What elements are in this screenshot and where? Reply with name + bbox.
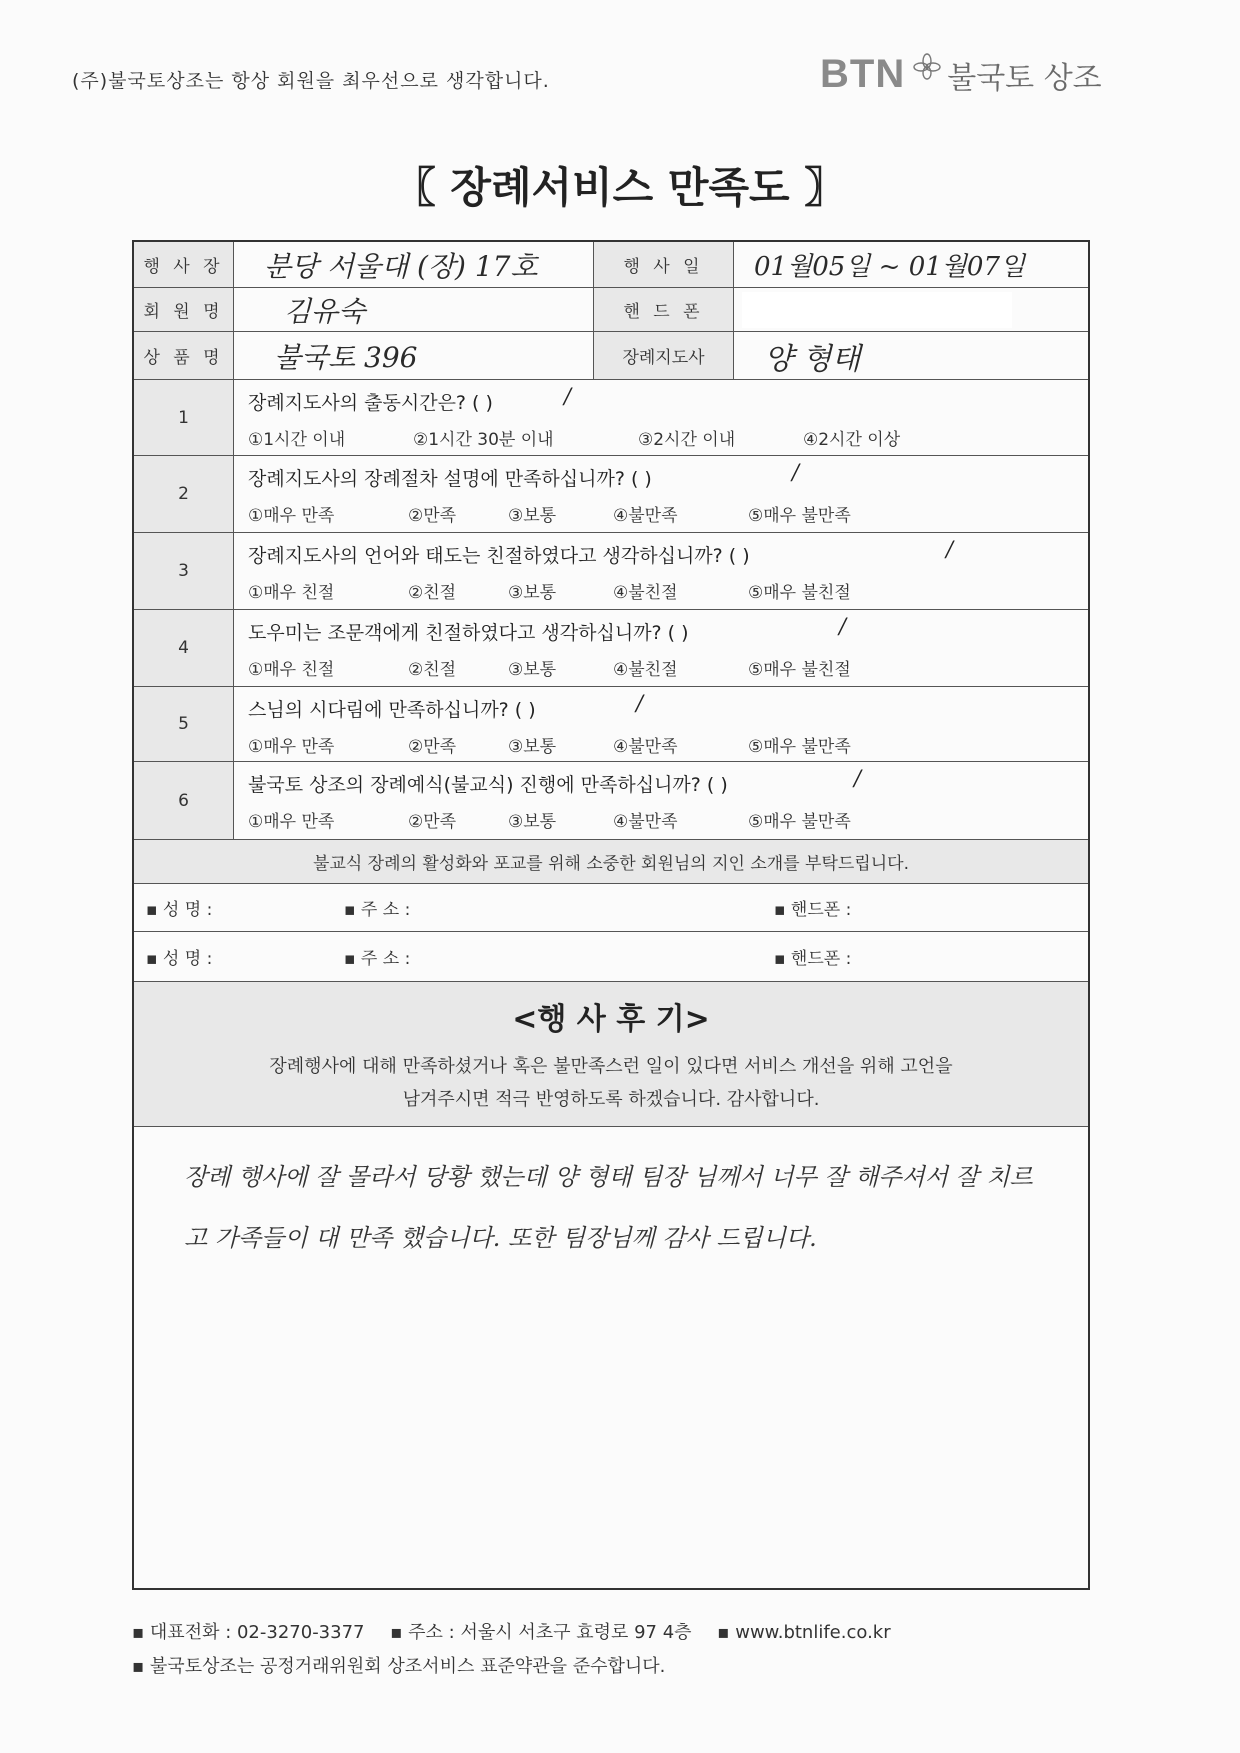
option[interactable]: ③보통	[508, 812, 557, 832]
question-number: 3	[134, 533, 234, 609]
product-value[interactable]: 불국토 396	[234, 332, 594, 379]
info-row-product	[134, 332, 1088, 380]
option[interactable]: ②친절	[408, 660, 457, 680]
question-text: 불국토 상조의 장례예식(불교식) 진행에 만족하십니까? ( )	[248, 774, 728, 796]
referral-heading: 불교식 장례의 활성화와 포교를 위해 소중한 회원님의 지인 소개를 부탁드립니다.	[134, 840, 1088, 884]
review-text-area[interactable]	[134, 1127, 1088, 1588]
member-value[interactable]: 김유숙	[234, 288, 594, 331]
question-answer[interactable]: /	[854, 766, 862, 790]
referral-phone-field[interactable]: ▪ 핸드폰 :	[774, 949, 852, 969]
footer-address: ▪ 주소 : 서울시 서초구 효령로 97 4층	[390, 1622, 692, 1643]
question-number: 6	[134, 762, 234, 839]
option[interactable]: ⑤매우 불친절	[748, 660, 851, 680]
option[interactable]: ④불만족	[613, 737, 678, 757]
referral-row-2	[134, 932, 1088, 982]
info-row-member	[134, 288, 1088, 332]
company-slogan: (주)불국토상조는 항상 회원을 최우선으로 생각합니다.	[72, 70, 550, 92]
review-header	[134, 982, 1088, 1127]
option[interactable]: ①매우 만족	[248, 506, 335, 526]
member-label: 회 원 명	[134, 288, 234, 331]
footer-website[interactable]: ▪ www.btnlife.co.kr	[717, 1622, 891, 1643]
option[interactable]: ①매우 친절	[248, 583, 335, 603]
question-number: 4	[134, 610, 234, 686]
info-row-venue	[134, 242, 1088, 288]
question-row-4	[134, 610, 1088, 687]
question-text: 장례지도사의 출동시간은? ( )	[248, 392, 493, 414]
footer-contact	[132, 1618, 891, 1644]
option[interactable]: ③보통	[508, 583, 557, 603]
phone-label: 핸 드 폰	[594, 288, 734, 331]
answer-options	[248, 732, 1088, 757]
answer-options	[248, 807, 1088, 832]
director-value[interactable]: 양 형태	[764, 341, 861, 377]
option[interactable]: ⑤매우 불만족	[748, 506, 851, 526]
venue-value[interactable]: 분당 서울대 (장) 17호	[234, 242, 594, 287]
date-value[interactable]: 01월05일 ~ 01월07일	[754, 252, 1026, 282]
referral-name-field[interactable]: ▪ 성 명 :	[146, 900, 213, 920]
lotus-icon	[913, 53, 941, 81]
review-instruction-line-1: 장례행사에 대해 만족하셨거나 혹은 불만족스런 일이 있다면 서비스 개선을 위해 고언을	[269, 1056, 953, 1077]
option[interactable]: ①매우 만족	[248, 737, 335, 757]
footer-phone: ▪ 대표전화 : 02-3270-3377	[132, 1622, 365, 1643]
option[interactable]: ②1시간 30분 이내	[413, 430, 554, 450]
option[interactable]: ⑤매우 불만족	[748, 812, 851, 832]
option[interactable]: ②친절	[408, 583, 457, 603]
question-body	[234, 456, 1088, 532]
logo-btn-text: BTN	[820, 52, 906, 96]
question-answer[interactable]: /	[564, 384, 572, 408]
option[interactable]: ③보통	[508, 660, 557, 680]
referral-address-field[interactable]: ▪ 주 소 :	[344, 900, 411, 920]
option[interactable]: ①1시간 이내	[248, 430, 346, 450]
question-text: 장례지도사의 언어와 태도는 친절하였다고 생각하십니까? ( )	[248, 545, 750, 567]
question-body	[234, 533, 1088, 609]
option[interactable]: ③2시간 이내	[638, 430, 736, 450]
question-body	[234, 380, 1088, 455]
referral-phone-field[interactable]: ▪ 핸드폰 :	[774, 900, 852, 920]
question-answer[interactable]: /	[839, 614, 847, 638]
option[interactable]: ①매우 친절	[248, 660, 335, 680]
company-logo	[820, 52, 1102, 97]
question-answer[interactable]: /	[792, 460, 800, 484]
review-title: <행 사 후 기>	[512, 1002, 710, 1037]
referral-name-field[interactable]: ▪ 성 명 :	[146, 949, 213, 969]
option[interactable]: ③보통	[508, 737, 557, 757]
referral-address-field[interactable]: ▪ 주 소 :	[344, 949, 411, 969]
answer-options	[248, 578, 1088, 603]
option[interactable]: ①매우 만족	[248, 812, 335, 832]
survey-form	[132, 240, 1090, 1590]
answer-options	[248, 501, 1088, 526]
option[interactable]: ⑤매우 불만족	[748, 737, 851, 757]
option[interactable]: ②만족	[408, 737, 457, 757]
question-text: 장례지도사의 장례절차 설명에 만족하십니까? ( )	[248, 468, 652, 490]
page-title: 〖 장례서비스 만족도 〗	[393, 163, 847, 212]
option[interactable]: ④불친절	[613, 660, 678, 680]
review-instruction-line-2: 남겨주시면 적극 반영하도록 하겠습니다. 감사합니다.	[402, 1089, 820, 1110]
logo-name-text: 불국토 상조	[947, 60, 1102, 96]
question-number: 5	[134, 687, 234, 761]
date-label: 행 사 일	[594, 242, 734, 287]
question-number: 2	[134, 456, 234, 532]
footer-notice: ▪ 불국토상조는 공정거래위원회 상조서비스 표준약관을 준수합니다.	[132, 1656, 666, 1677]
option[interactable]: ④불만족	[613, 506, 678, 526]
option[interactable]: ②만족	[408, 506, 457, 526]
question-text: 스님의 시다림에 만족하십니까? ( )	[248, 699, 536, 721]
option[interactable]: ④불만족	[613, 812, 678, 832]
question-row-3	[134, 533, 1088, 610]
answer-options	[248, 425, 1088, 450]
option[interactable]: ③보통	[508, 506, 557, 526]
question-row-5	[134, 687, 1088, 762]
question-answer[interactable]: /	[636, 691, 644, 715]
question-answer[interactable]: /	[946, 537, 954, 561]
director-label: 장례지도사	[594, 332, 734, 379]
option[interactable]: ②만족	[408, 812, 457, 832]
question-body	[234, 762, 1088, 839]
question-body	[234, 687, 1088, 761]
phone-redaction	[742, 292, 1012, 328]
product-label: 상 품 명	[134, 332, 234, 379]
option[interactable]: ④불친절	[613, 583, 678, 603]
review-handwritten-text: 장례 행사에 잘 몰라서 당황 했는데 양 형태 팀장 님께서 너무 잘 해주셔서 잘 치르고 가족들이 대 만족 했습니다. 또한 팀장님께 감사 드립니다.	[184, 1163, 1033, 1252]
question-row-2	[134, 456, 1088, 533]
question-text: 도우미는 조문객에게 친절하였다고 생각하십니까? ( )	[248, 622, 689, 644]
review-instruction	[134, 1050, 1088, 1116]
phone-value-field[interactable]	[734, 288, 1088, 331]
question-number: 1	[134, 380, 234, 455]
answer-options	[248, 655, 1088, 680]
option[interactable]: ④2시간 이상	[803, 430, 901, 450]
referral-row-1	[134, 884, 1088, 932]
question-row-6	[134, 762, 1088, 840]
option[interactable]: ⑤매우 불친절	[748, 583, 851, 603]
question-body	[234, 610, 1088, 686]
venue-label: 행 사 장	[134, 242, 234, 287]
question-row-1	[134, 380, 1088, 456]
